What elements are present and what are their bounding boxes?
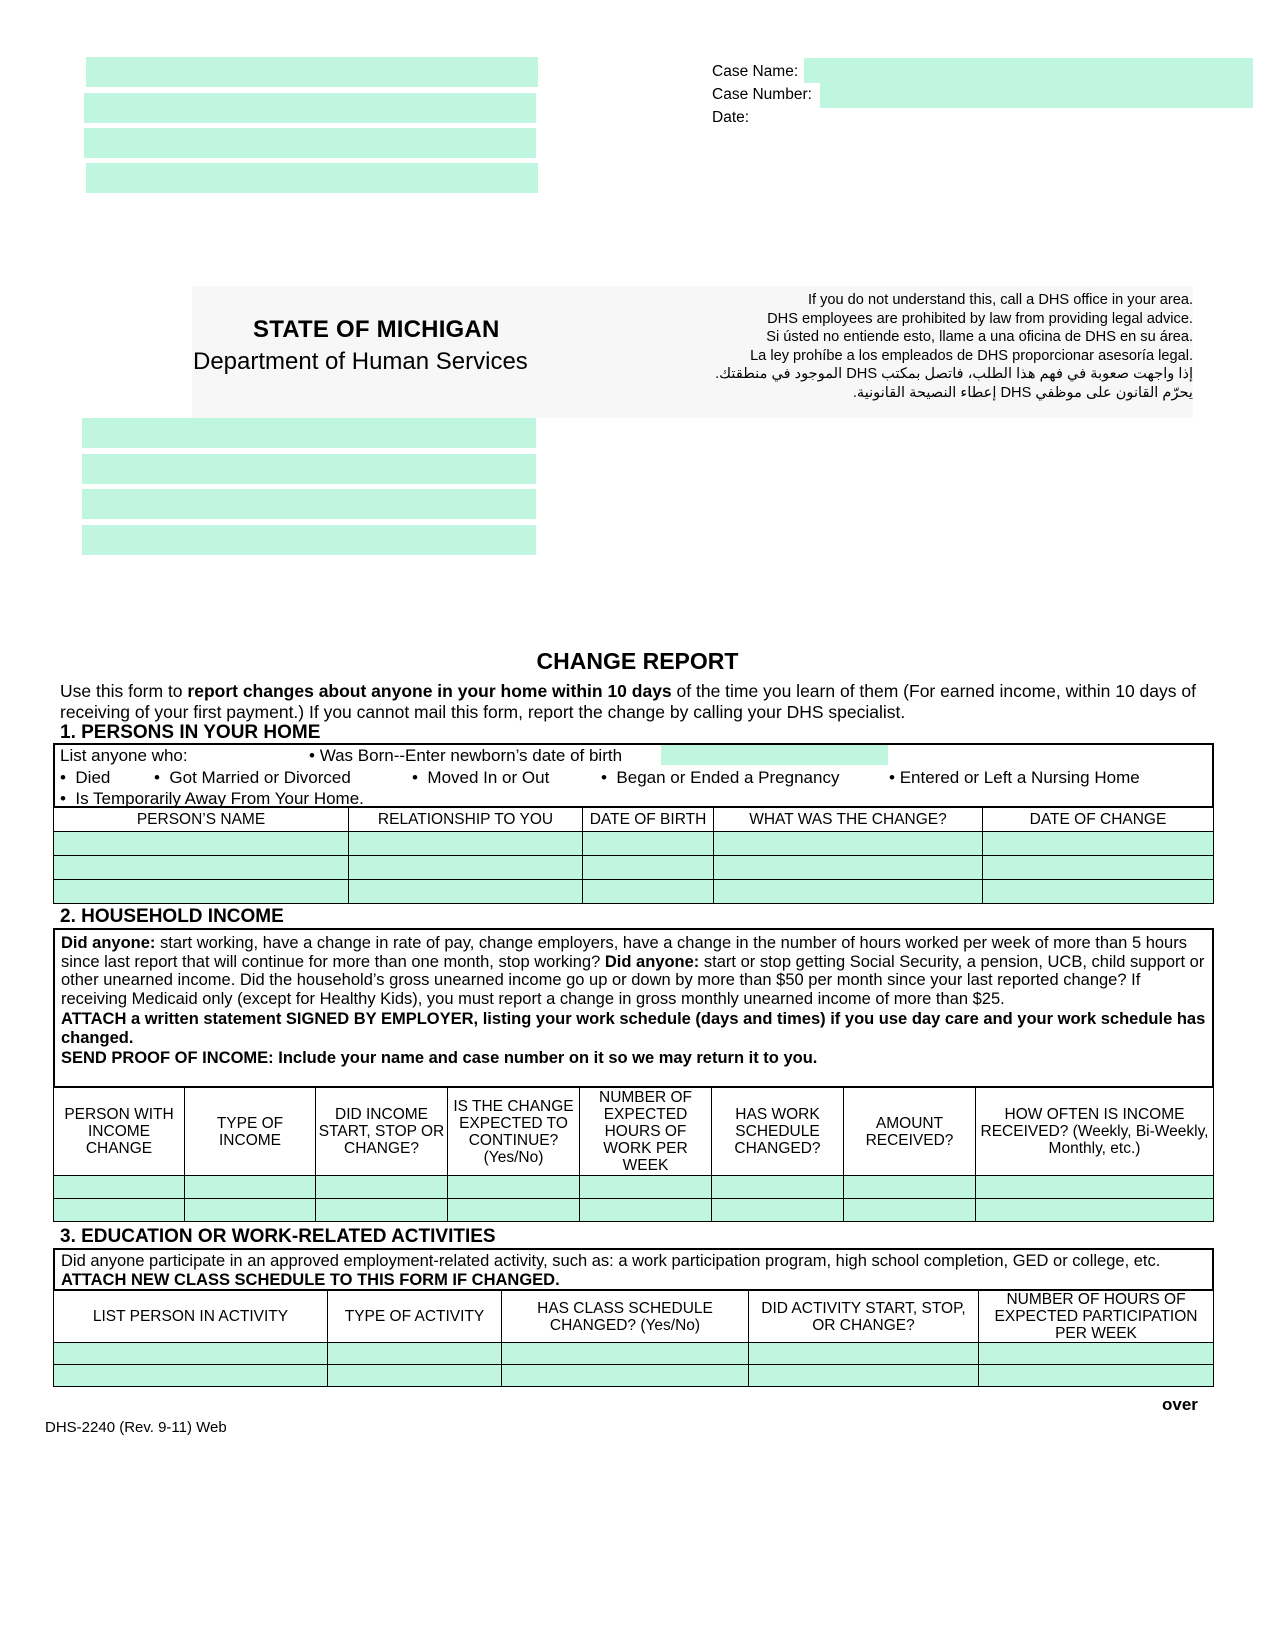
address-line-field[interactable] xyxy=(86,57,538,87)
dob-field[interactable] xyxy=(583,856,714,880)
column-header: HOW OFTEN IS INCOME RECEIVED? (Weekly, Bi-Weekly, Monthly, etc.) xyxy=(976,1088,1214,1176)
notice-line: If you do not understand this, call a DHS office in your area. xyxy=(807,292,1193,308)
did-anyone-label: Did anyone: xyxy=(61,934,156,952)
income-field[interactable] xyxy=(448,1176,580,1199)
table-row xyxy=(54,1343,1214,1365)
department-title: Department of Human Services xyxy=(193,348,528,375)
over-label: over xyxy=(1162,1395,1198,1414)
date-label: Date: xyxy=(712,109,750,126)
table-row xyxy=(54,832,1214,856)
column-header: PERSON WITH INCOME CHANGE xyxy=(54,1088,185,1176)
activity-field[interactable] xyxy=(54,1365,328,1387)
section-1-instructions xyxy=(53,743,1214,808)
income-field[interactable] xyxy=(316,1176,448,1199)
bullet-text: Began or Ended a Pregnancy xyxy=(616,768,840,787)
activity-field[interactable] xyxy=(749,1365,979,1387)
income-field[interactable] xyxy=(448,1199,580,1222)
activity-field[interactable] xyxy=(749,1343,979,1365)
case-info xyxy=(712,60,812,129)
income-field[interactable] xyxy=(316,1199,448,1222)
case-name-field[interactable] xyxy=(804,58,1253,83)
activity-field[interactable] xyxy=(502,1365,749,1387)
column-header: PERSON’S NAME xyxy=(54,808,349,832)
send-proof: SEND PROOF OF INCOME: Include your name and case number on it so we may return it to you. xyxy=(61,1049,818,1067)
newborn-dob-field[interactable] xyxy=(661,745,888,765)
language-notice xyxy=(715,291,1193,402)
table-row xyxy=(54,1176,1214,1199)
income-field[interactable] xyxy=(712,1199,844,1222)
column-header: AMOUNT RECEIVED? xyxy=(844,1088,976,1176)
income-field[interactable] xyxy=(580,1176,712,1199)
income-text: start or stop getting Social Security, a pension, UCB, child support or other unearned income. Did the household’s gross unearned income go up or down by more than $50 per month since your last reported change? If receiving Medicaid only (except for Healthy Kids), you must report a change in gross monthly unearned income of more than $25. xyxy=(61,952,1205,1008)
change-field[interactable] xyxy=(714,832,983,856)
activity-field[interactable] xyxy=(502,1343,749,1365)
attach-statement: ATTACH a written statement SIGNED BY EMPLOYER, listing your work schedule (days and times) if you use day care and your work schedule has changed. xyxy=(61,1010,1206,1047)
notice-line-arabic: يحرّم القانون على موظفي DHS إعطاء النصيحة القانونية. xyxy=(852,384,1193,401)
born-text: Was Born--Enter newborn’s date of birth xyxy=(319,746,623,765)
dob-field[interactable] xyxy=(583,832,714,856)
agency-banner xyxy=(192,286,1193,418)
income-field[interactable] xyxy=(580,1199,712,1222)
bullet-text: Entered or Left a Nursing Home xyxy=(899,768,1140,787)
persons-table xyxy=(53,807,1214,904)
person-name-field[interactable] xyxy=(54,880,349,904)
address-line-field[interactable] xyxy=(84,93,536,123)
activity-field[interactable] xyxy=(54,1343,328,1365)
intro-part: of the time you learn of them (For earned income, within 10 days of receiving of your first payment.) If you cannot mail this form, report the change by calling your DHS specialist. xyxy=(60,681,1196,722)
bullet-item: • Is Temporarily Away From Your Home. xyxy=(60,789,364,808)
relationship-field[interactable] xyxy=(349,832,583,856)
column-header: DID ACTIVITY START, STOP, OR CHANGE? xyxy=(749,1291,979,1343)
address-line-field[interactable] xyxy=(86,163,538,193)
income-field[interactable] xyxy=(712,1176,844,1199)
column-header: TYPE OF INCOME xyxy=(185,1088,316,1176)
address-line-field[interactable] xyxy=(82,418,536,448)
did-anyone-label: Did anyone: xyxy=(604,952,700,971)
born-item: • Was Born--Enter newborn’s date of birth xyxy=(309,746,623,765)
mailing-address-block-top xyxy=(86,57,538,197)
dob-field[interactable] xyxy=(583,880,714,904)
education-bold: ATTACH NEW CLASS SCHEDULE TO THIS FORM IF CHANGED. xyxy=(61,1270,560,1289)
income-table xyxy=(53,1087,1214,1222)
section-1-heading: 1. PERSONS IN YOUR HOME xyxy=(60,722,321,743)
income-field[interactable] xyxy=(844,1176,976,1199)
column-header: RELATIONSHIP TO YOU xyxy=(349,808,583,832)
table-row xyxy=(54,1365,1214,1387)
income-field[interactable] xyxy=(185,1176,316,1199)
bullet-text: Moved In or Out xyxy=(427,768,550,787)
mailing-address-block-bottom xyxy=(82,418,536,560)
form-title: CHANGE REPORT xyxy=(536,648,739,674)
column-header: LIST PERSON IN ACTIVITY xyxy=(54,1291,328,1343)
table-row xyxy=(54,856,1214,880)
intro-text xyxy=(60,681,1220,723)
column-header: DID INCOME START, STOP OR CHANGE? xyxy=(316,1088,448,1176)
income-field[interactable] xyxy=(976,1176,1214,1199)
relationship-field[interactable] xyxy=(349,856,583,880)
person-name-field[interactable] xyxy=(54,832,349,856)
intro-bold: report changes about anyone in your home within 10 days xyxy=(187,681,672,701)
education-table xyxy=(53,1290,1214,1387)
notice-line: DHS employees are prohibited by law from providing legal advice. xyxy=(767,310,1193,327)
notice-line: La ley prohíbe a los empleados de DHS proporcionar asesoría legal. xyxy=(750,347,1193,364)
income-field[interactable] xyxy=(54,1199,185,1222)
address-line-field[interactable] xyxy=(82,525,536,555)
bullet-text: Got Married or Divorced xyxy=(169,768,351,787)
column-header: NUMBER OF HOURS OF EXPECTED PARTICIPATION PER WEEK xyxy=(979,1291,1214,1343)
bullet-item: • Began or Ended a Pregnancy xyxy=(601,768,840,787)
notice-line: Si ústed no entiende esto, llame a una oficina de DHS en su área. xyxy=(766,329,1193,345)
section-2-heading: 2. HOUSEHOLD INCOME xyxy=(60,906,284,927)
column-header: TYPE OF ACTIVITY xyxy=(328,1291,502,1343)
column-header: WHAT WAS THE CHANGE? xyxy=(714,808,983,832)
case-name-label: Case Name: xyxy=(712,63,799,80)
column-header: DATE OF CHANGE xyxy=(983,808,1214,832)
table-row xyxy=(54,880,1214,904)
section-3-heading: 3. EDUCATION OR WORK-RELATED ACTIVITIES xyxy=(60,1226,496,1247)
column-header: NUMBER OF EXPECTED HOURS OF WORK PER WEEK xyxy=(580,1088,712,1176)
income-field[interactable] xyxy=(185,1199,316,1222)
address-line-field[interactable] xyxy=(84,128,536,158)
list-anyone-label: List anyone who: xyxy=(60,746,188,765)
income-field[interactable] xyxy=(54,1176,185,1199)
date-of-change-field[interactable] xyxy=(983,880,1214,904)
bullet-item: • Got Married or Divorced xyxy=(154,768,351,787)
state-title: STATE OF MICHIGAN xyxy=(253,316,500,343)
column-header: HAS CLASS SCHEDULE CHANGED? (Yes/No) xyxy=(502,1291,749,1343)
bullet-item: • Entered or Left a Nursing Home xyxy=(889,768,1140,787)
activity-field[interactable] xyxy=(328,1343,502,1365)
column-header: IS THE CHANGE EXPECTED TO CONTINUE? (Yes/No) xyxy=(448,1088,580,1176)
income-text: start working, have a change in rate of pay, change employers, have a change in the number of hours worked per week of more than 5 hours since last report that will continue for more than one month, stop working? xyxy=(61,934,1187,971)
activity-field[interactable] xyxy=(328,1365,502,1387)
column-header: HAS WORK SCHEDULE CHANGED? xyxy=(712,1088,844,1176)
person-name-field[interactable] xyxy=(54,856,349,880)
case-number-label: Case Number: xyxy=(712,86,812,103)
section-3-instructions xyxy=(53,1248,1214,1291)
change-field[interactable] xyxy=(714,880,983,904)
bullet-item: • Died xyxy=(60,768,111,787)
relationship-field[interactable] xyxy=(349,880,583,904)
bullet-text: Died xyxy=(75,768,111,787)
bullet-item: • Moved In or Out xyxy=(412,768,550,787)
date-of-change-field[interactable] xyxy=(983,832,1214,856)
bullet-text: Is Temporarily Away From Your Home. xyxy=(75,789,364,808)
address-line-field[interactable] xyxy=(82,489,536,519)
section-2-instructions xyxy=(53,928,1214,1088)
form-number: DHS-2240 (Rev. 9-11) Web xyxy=(45,1419,227,1436)
address-line-field[interactable] xyxy=(82,454,536,484)
column-header: DATE OF BIRTH xyxy=(583,808,714,832)
education-text: Did anyone participate in an approved employment-related activity, such as: a work participation program, high school completion, GED or college, etc. xyxy=(61,1252,1161,1270)
income-field[interactable] xyxy=(976,1199,1214,1222)
income-field[interactable] xyxy=(844,1199,976,1222)
activity-field[interactable] xyxy=(979,1343,1214,1365)
table-row xyxy=(54,1199,1214,1222)
case-number-field[interactable] xyxy=(820,83,1253,108)
activity-field[interactable] xyxy=(979,1365,1214,1387)
intro-part: Use this form to xyxy=(60,681,188,701)
change-field[interactable] xyxy=(714,856,983,880)
date-of-change-field[interactable] xyxy=(983,856,1214,880)
notice-line-arabic: إذا واجهت صعوبة في فهم هذا الطلب، فاتصل بمكتب DHS الموجود في منطقتك. xyxy=(715,366,1193,382)
